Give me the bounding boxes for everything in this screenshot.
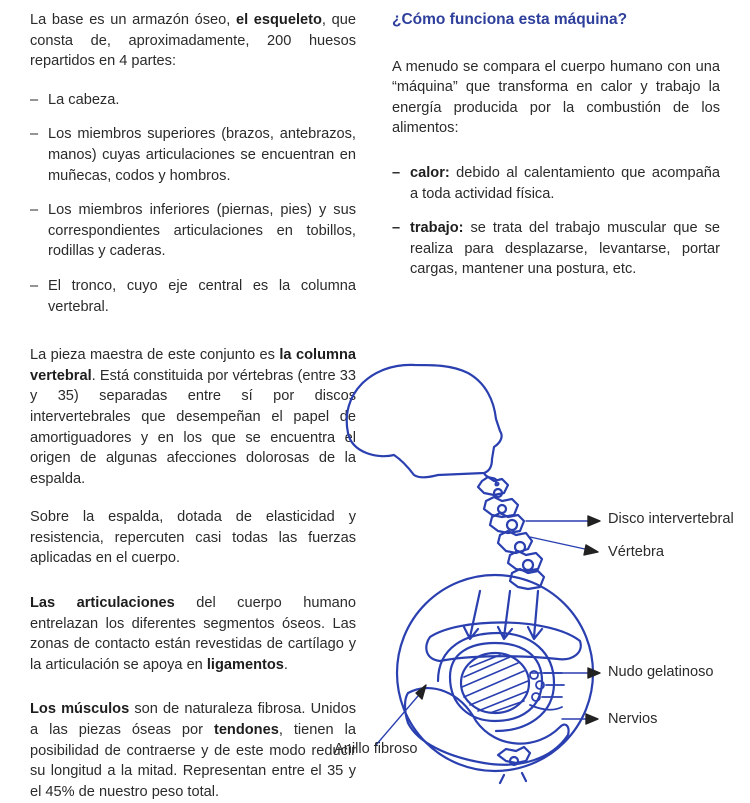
list-item: – La cabeza. — [30, 91, 120, 108]
muscles-paragraph: Los músculos son de naturaleza fibrosa. Unidos a las piezas óseas por tendones, tienen la posibilidad de contraerse y de este modo reducir su longitud a la mitad. Representan entre el 35 y el 45% de nuestro peso total. — [30, 701, 357, 800]
back-paragraph: Sobre la espalda, dotada de elasticidad y resistencia, repercuten casi todas las fuerzas aplicadas en el cuerpo. — [30, 509, 356, 567]
label-vertebra: Vértebra — [608, 544, 664, 560]
skeleton-intro: La base es un armazón óseo, el esqueleto, que consta de, aproximadamente, 200 huesos repartidos en 4 partes: — [30, 12, 356, 70]
arrow-1 — [464, 591, 480, 639]
spine-diagram — [300, 355, 750, 798]
list-item: – Los miembros inferiores (piernas, pies) y sus correspondientes articulaciones en tobillos, rodillas y caderas. — [30, 202, 356, 260]
bottom-vertebra — [498, 747, 530, 763]
head-outline — [347, 365, 502, 477]
spine-illustration — [300, 355, 750, 798]
disc-top — [426, 622, 580, 661]
right-column — [392, 10, 720, 294]
arrow-3 — [528, 591, 542, 639]
pointer-vertebra — [530, 537, 594, 551]
arrow-2 — [498, 591, 512, 639]
skeleton-parts-list — [30, 90, 356, 317]
section-title: ¿Cómo funciona esta máquina? — [392, 11, 628, 28]
list-item: – Los miembros superiores (brazos, antebrazos, manos) cuyas articulaciones se encuentran en muñecas, codos y hombros. — [30, 126, 356, 184]
label-anillo-fibroso: Anillo fibroso — [334, 741, 418, 757]
machine-terms-list — [392, 163, 720, 280]
joints-paragraph: Las articulaciones del cuerpo humano entrelazan los diferentes segmentos óseos. Las zonas de contacto están revestidas de cartílago y la articulación se apoya en ligamentos. — [30, 595, 356, 673]
label-nervios: Nervios — [608, 711, 658, 727]
term-item-trabajo: – trabajo: se trata del trabajo muscular que se realiza para desplazarse, levantarse, portar cargas, mantener una postura, etc. — [392, 220, 720, 278]
lower-vertebra — [405, 688, 569, 765]
machine-intro: A menudo se compara el cuerpo humano con una “máquina” que transforma en calor y trabajo la energía producida por la combustión de los alimentos: — [392, 58, 720, 137]
label-nudo-gelatinoso: Nudo gelatinoso — [608, 664, 714, 680]
spine-paragraph: La pieza maestra de este conjunto es la columna vertebral. Está constituida por vértebras (entre 33 y 35) separadas entre sí por discos intervertebrales que desempeñan el papel de amortiguadores y en los que se encuentra el origen de algunas afecciones dolorosas de la espalda. — [30, 347, 356, 487]
list-item: – El tronco, cuyo eje central es la columna vertebral. — [30, 277, 356, 315]
term-item-calor: – calor: debido al calentamiento que acompaña a toda actividad física. — [392, 164, 720, 202]
label-disco-intervertebral: Disco intervertebral — [608, 511, 734, 527]
